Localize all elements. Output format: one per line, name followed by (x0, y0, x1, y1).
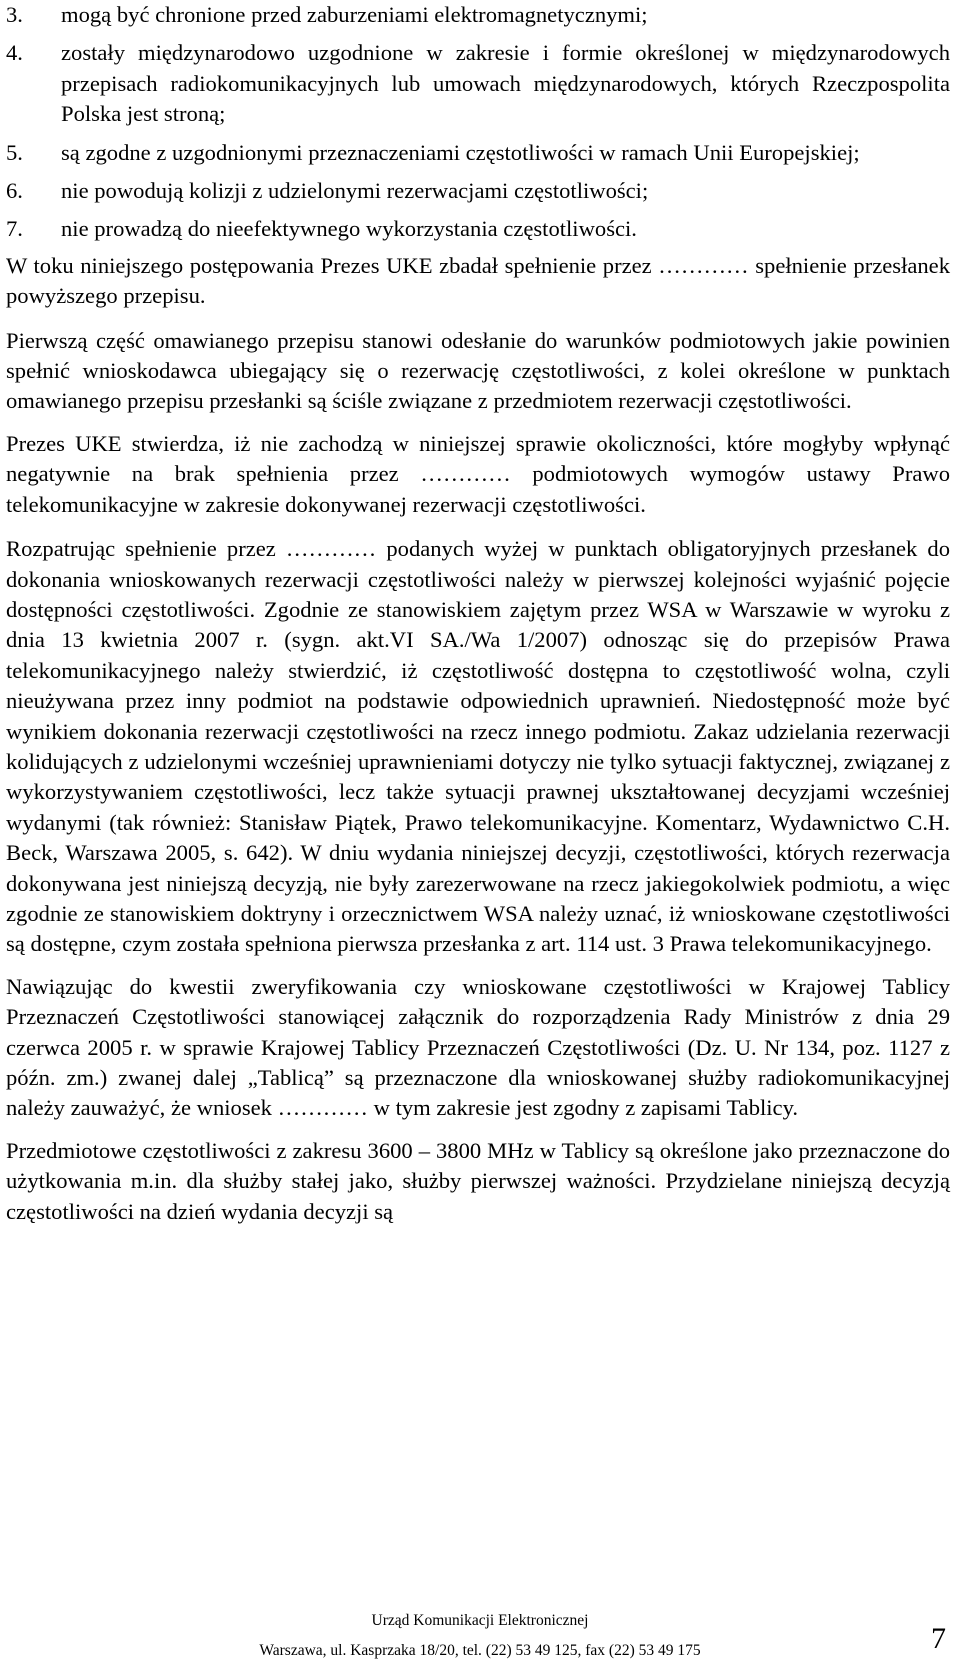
paragraph-table: Nawiązując do kwestii zweryfikowania czy wnioskowane częstotliwości w Krajowej Tablicy Przeznaczeń Częstotliwości stanowiącej załącznik do rozporządzenia Rady Ministrów z dnia 29 czerwca 2005 r. w sprawie Krajowej Tablicy Przeznaczeń Częstotliwości (Dz. U. Nr 134, poz. 1127 z późn. zm.) zwanej dalej „Tablicą” są przeznaczone dla wnioskowanej służby radiokomunikacyjnej należy zauważyć, że wniosek ………… w tym zakresie jest zgodny z zapisami Tablicy. (6, 973, 950, 1121)
list-item-number: 4. (6, 40, 23, 66)
list-item (6, 0, 950, 30)
footer-address: Warszawa, ul. Kasprzaka 18/20, tel. (22) 53 49 125, fax (22) 53 49 175 (259, 1642, 701, 1659)
paragraph-examination: W toku niniejszego postępowania Prezes UKE zbadał spełnienie przez ………… spełnienie przesłanek powyższego przepisu. (6, 252, 950, 309)
list-item-text: mogą być chronione przed zaburzeniami elektromagnetycznymi; (61, 2, 648, 27)
document-page (6, 0, 950, 1236)
page-number: 7 (931, 1622, 946, 1655)
list-item-number: 6. (6, 178, 23, 204)
conditions-list (6, 0, 950, 245)
page-footer (0, 1610, 960, 1667)
list-item-text: nie prowadzą do nieefektywnego wykorzystania częstotliwości. (61, 216, 637, 242)
list-item (6, 138, 950, 168)
list-item (6, 214, 950, 244)
list-item-text: są zgodne z uzgodnionymi przeznaczeniami częstotliwości w ramach Unii Europejskiej; (61, 139, 860, 165)
list-item-number: 3. (6, 2, 23, 27)
list-item-number: 5. (6, 139, 23, 165)
list-item (6, 176, 950, 206)
paragraph-first-part: Pierwszą część omawianego przepisu stanowi odesłanie do warunków podmiotowych jakie powinien spełnić wnioskodawca ubiegający się o rezerwację częstotliwości, z kolei określone w punktach omawianego przepisu przesłanki są ściśle związane z przedmiotem rezerwacji częstotliwości. (6, 327, 950, 414)
list-item (6, 38, 950, 129)
paragraph-availability: Rozpatrując spełnienie przez ………… podanych wyżej w punktach obligatoryjnych przesłanek do dokonania wnioskowanych rezerwacji częstotliwości należy w pierwszej kolejności wyjaśnić pojęcie dostępności częstotliwości. Zgodnie ze stanowiskiem zajętym przez WSA w Warszawie w wyroku z dnia 13 kwietnia 2007 r. (sygn. akt.VI SA./Wa 1/2007) odnosząc się do przepisów Prawa telekomunikacyjnego należy stwierdzić, iż częstotliwość dostępna to częstotliwość wolna, czyli nieużywana przez inny podmiot na podstawie odpowiednich uprawnień. Niedostępność może być wynikiem dokonania rezerwacji częstotliwości na rzecz innego podmiotu. Zakaz udzielania rezerwacji kolidujących z udzielonymi wcześniej uprawnieniami dotyczy nie tylko sytuacji faktycznej, związanej z wykorzystywaniem częstotliwości, lecz także sytuacji prawnej ukształtowanej decyzjami wcześniej wydanymi (tak również: Stanisław Piątek, Prawo telekomunikacyjne. Komentarz, Wydawnictwo C.H. Beck, Warszawa 2005, s. 642). W dniu wydania niniejszej decyzji, częstotliwości, których rezerwacja dokonywana jest niniejszą decyzją, nie były zarezerwowane na rzecz jakiegokolwiek podmiotu, a więc zgodnie ze stanowiskiem doktryny i orzecznictwem WSA należy uznać, iż wnioskowane częstotliwości są dostępne, czym została spełniona pierwsza przesłanka z art. 114 ust. 3 Prawa telekomunikacyjnego. (6, 536, 950, 957)
list-item-text: nie powodują kolizji z udzielonymi rezerwacjami częstotliwości; (61, 178, 649, 204)
footer-office-name: Urząd Komunikacji Elektronicznej (371, 1612, 589, 1629)
paragraph-frequencies: Przedmiotowe częstotliwości z zakresu 3600 – 3800 MHz w Tablicy są określone jako przeznaczone do użytkowania m.in. dla służby stałej jako, służby pierwszej ważności. Przydzielane niniejszą decyzją częstotliwości na dzień wydania decyzji są (6, 1137, 950, 1224)
list-item-text: zostały międzynarodowo uzgodnione w zakresie i formie określonej w międzynarodowych przepisach radiokomunikacyjnych lub umowach międzynarodowych, których Rzeczpospolita Polska jest stroną; (61, 40, 950, 127)
paragraph-statement: Prezes UKE stwierdza, iż nie zachodzą w niniejszej sprawie okoliczności, które mogłyby wpłynąć negatywnie na brak spełnienia przez ………… podmiotowych wymogów ustawy Prawo telekomunikacyjne w zakresie dokonywanej rezerwacji częstotliwości. (6, 430, 950, 517)
list-item-number: 7. (6, 216, 23, 242)
